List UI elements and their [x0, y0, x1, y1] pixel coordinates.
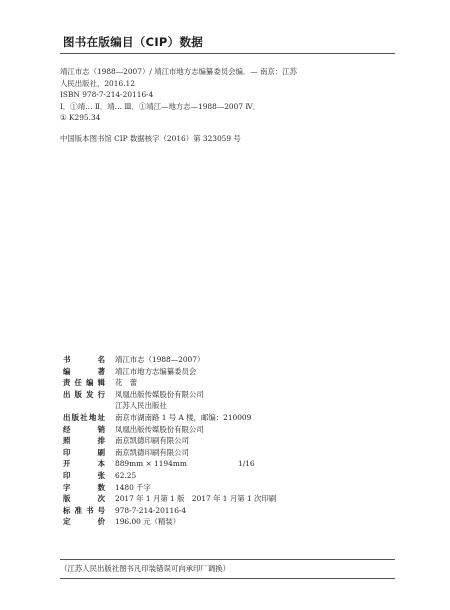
footer-rule-top [60, 559, 395, 560]
colophon-value: 2017 年 1 月第 1 版 2017 年 1 月第 1 次印刷 [115, 494, 277, 504]
colophon-value: 凤凰出版传媒股份有限公司 [115, 389, 204, 399]
colophon-label [63, 377, 105, 389]
colophon-label [63, 470, 105, 482]
colophon-row [63, 389, 393, 401]
cip-line: Ⅰ．①靖… Ⅱ．靖… Ⅲ．①靖江—地方志—1988—2007 Ⅳ． [60, 101, 261, 111]
colophon-label-char: 价 [97, 517, 105, 527]
colophon-label-char: 标 [63, 505, 71, 515]
colophon-label-char: 地 [88, 412, 97, 422]
colophon-label [63, 458, 105, 470]
footer-rule-bottom [60, 578, 395, 579]
colophon-label [63, 366, 105, 378]
colophon-value: 靖江市地方志编纂委员会 [115, 366, 197, 376]
colophon-label-char: 刷 [97, 447, 105, 457]
colophon-label [63, 412, 105, 424]
colophon-value: 62.25 [115, 470, 137, 480]
colophon-label-char: 本 [97, 459, 105, 469]
cip-line: 人民出版社，2016.12 [60, 78, 135, 88]
colophon-label-char: 编 [63, 366, 71, 376]
colophon-label [63, 516, 105, 528]
cip-line: ISBN 978-7-214-20116-4 [60, 90, 154, 100]
colophon-label-char: 排 [97, 436, 105, 446]
colophon-value: 南京凯德印刷有限公司 [115, 447, 189, 457]
colophon-row [63, 400, 393, 412]
colophon-label [63, 354, 105, 366]
colophon-row [63, 470, 393, 482]
colophon-label-char: 编 [86, 378, 94, 388]
colophon-label [63, 424, 105, 436]
colophon-label-char: 行 [97, 389, 105, 399]
colophon-label-char: 责 [63, 378, 71, 388]
colophon-label [63, 493, 105, 505]
colophon-label [63, 482, 105, 494]
colophon-label-char: 版 [71, 412, 80, 422]
colophon-row [63, 377, 393, 389]
colophon-value: 靖江市志（1988—2007） [115, 355, 205, 364]
colophon-label [63, 435, 105, 447]
colophon-label-char: 名 [97, 355, 105, 364]
colophon-label-char: 发 [86, 389, 94, 399]
colophon-value: 1480 千字 [115, 482, 151, 492]
cip-number: 中国版本图书馆 CIP 数据核字（2016）第 323059 号 [60, 133, 241, 143]
colophon-row [63, 505, 393, 517]
colophon-label-char: 定 [63, 517, 71, 527]
colophon-row [63, 354, 393, 366]
colophon-label-char: 书 [86, 505, 94, 515]
colophon-label-char: 书 [63, 355, 71, 364]
colophon-label-char: 出 [63, 389, 71, 399]
colophon-row [63, 435, 393, 447]
colophon-label-char: 经 [63, 424, 71, 434]
colophon-label-char: 出 [63, 412, 71, 422]
colophon-label-char: 印 [63, 447, 71, 457]
colophon-label-char: 版 [74, 389, 82, 399]
colophon-label [63, 389, 105, 401]
colophon-row [63, 366, 393, 378]
colophon-label [63, 447, 105, 459]
colophon-value: 南京凯德印刷有限公司 [115, 436, 189, 446]
colophon-value: 南京市湖南路 1 号 A 楼，邮编：210009 [115, 412, 252, 422]
colophon-value: 江苏人民出版社 [115, 401, 167, 411]
cip-line: ① K295.34 [60, 113, 101, 123]
colophon-label-char: 准 [74, 505, 82, 515]
colophon-label-char: 社 [80, 412, 88, 422]
colophon-row [63, 482, 393, 494]
colophon-label-char: 次 [97, 494, 105, 504]
colophon-label-char: 销 [97, 424, 105, 434]
colophon [63, 354, 393, 528]
colophon-value-secondary: 1/16 [238, 459, 255, 469]
colophon-value: 凤凰出版传媒股份有限公司 [115, 424, 204, 434]
colophon-label-char: 号 [97, 505, 105, 515]
colophon-label-char: 开 [63, 459, 71, 469]
cip-title-rule [60, 53, 395, 54]
colophon-label-char: 址 [97, 412, 105, 422]
colophon-label-char: 任 [74, 378, 82, 388]
colophon-label-char: 数 [97, 482, 105, 492]
colophon-label [63, 505, 105, 517]
cip-title: 图书在版编目（CIP）数据 [63, 35, 204, 49]
cip-line: 靖江市志（1988—2007）/ 靖江市地方志编纂委员会编．— 南京：江苏 [60, 67, 297, 76]
colophon-value: 196.00 元（精装） [115, 517, 181, 527]
colophon-value: 889mm × 1194mm [115, 459, 187, 469]
colophon-value: 978-7-214-20116-4 [115, 505, 187, 515]
colophon-label-char: 照 [63, 436, 71, 446]
colophon-row [63, 458, 393, 470]
cip-data-block [60, 66, 360, 145]
colophon-label-char: 辑 [97, 378, 105, 388]
colophon-row [63, 447, 393, 459]
colophon-value: 花 蕾 [115, 378, 138, 388]
colophon-row [63, 493, 393, 505]
footer-note: （江苏人民出版社图书凡印装错误可向承印厂调换） [60, 564, 230, 573]
colophon-label-char: 张 [97, 470, 105, 480]
colophon-label-char: 著 [97, 366, 105, 376]
colophon-row [63, 412, 393, 424]
colophon-row [63, 424, 393, 436]
colophon-label-char: 版 [63, 494, 71, 504]
colophon-row [63, 516, 393, 528]
colophon-label-char: 印 [63, 470, 71, 480]
colophon-label-char: 字 [63, 482, 71, 492]
